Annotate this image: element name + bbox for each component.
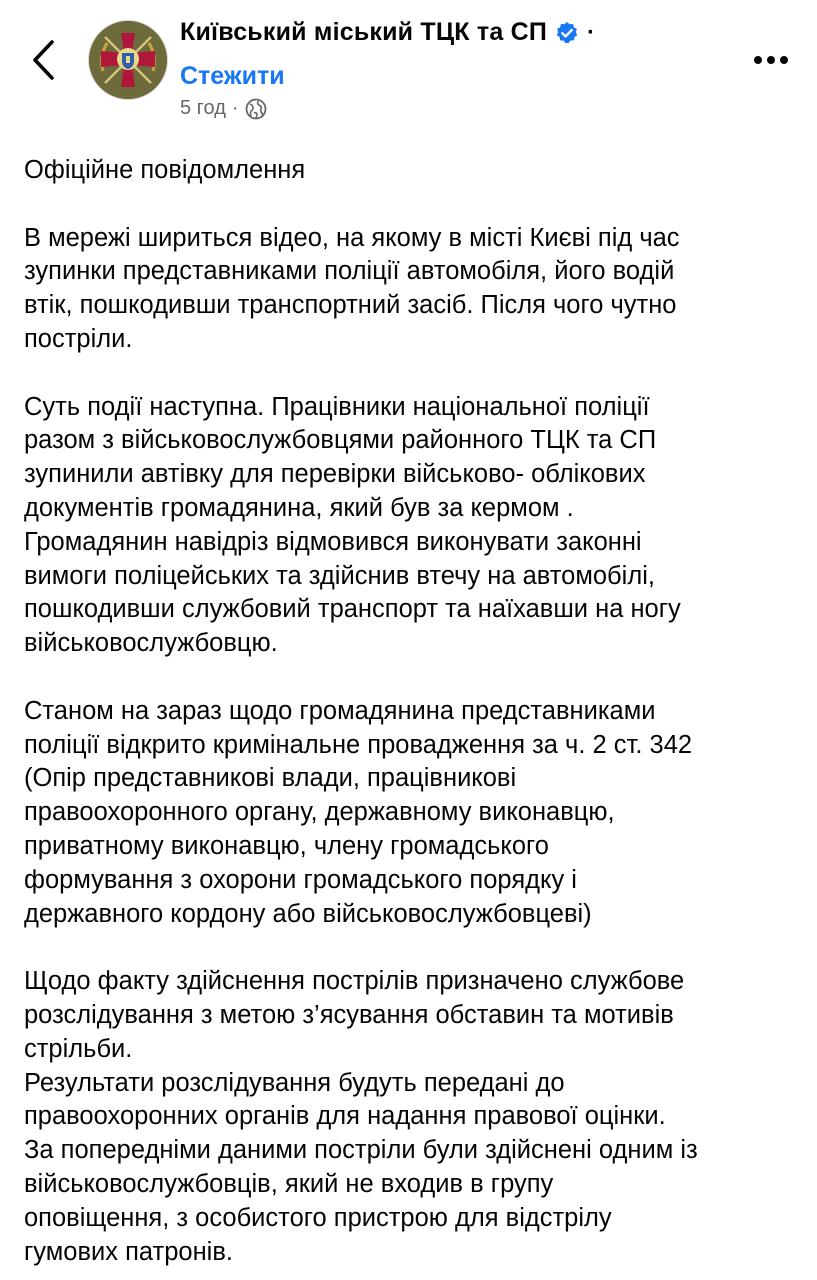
back-button[interactable]: [24, 36, 64, 84]
globe-icon[interactable]: [245, 98, 267, 120]
more-horizontal-icon: [753, 55, 789, 65]
meta-separator: ·: [231, 97, 239, 119]
post-text: [24, 154, 804, 1269]
post-paragraph: В мережі шириться відео, на якому в місті Києві під час зупинки представниками поліції автомобіля, його водій втік, пошкодивши транспортний засіб. Після чого чутно постріли.: [24, 223, 680, 353]
post-meta: [180, 97, 267, 120]
title-separator: ·: [587, 18, 596, 46]
post-paragraph: Щодо факту здійснення пострілів призначено службове розслідування з метою з’ясування обставин та мотивів стрільби. Результати розслідування будуть передані до правоохоронних органів для надання правової оцінки. За попередніми даними постріли були здійснені одним із військовослужбовців, який не входив в групу оповіщення, з особистого пристрою для відстрілу гумових патронів.: [24, 967, 698, 1266]
military-emblem-icon: [89, 21, 167, 99]
follow-button[interactable]: Стежити: [180, 62, 285, 90]
post-paragraph: Станом на зараз щодо громадянина представниками поліції відкрито кримінальне провадження за ч. 2 ст. 342 (Опір представникові влади, працівникові правоохоронного органу, державному виконавцю, приватному виконавцю, члену громадського формування з охорони громадського порядку і державного кордону або військовослужбовцеві): [24, 696, 693, 928]
post-paragraph: Офіційне повідомлення: [24, 156, 306, 184]
verified-badge-icon: [555, 21, 579, 45]
page-title[interactable]: Київський міський ТЦК та СП: [180, 18, 548, 46]
more-options-button[interactable]: [751, 48, 791, 72]
chevron-left-icon: [31, 39, 57, 81]
post-timestamp[interactable]: 5 год: [180, 97, 226, 119]
post-header: [0, 0, 817, 140]
avatar[interactable]: [88, 20, 168, 100]
post-paragraph: Суть події наступна. Працівники національної поліції разом з військовослужбовцями районного ТЦК та СП зупинили автівку для перевірки військово- облікових документів громадянина, який був за кермом . Громадянин навідріз відмовився виконувати законні вимоги поліцейських та здійснив втечу на автомобілі, пошкодивши службовий транспорт та наїхавши на ногу військовослужбовцю.: [24, 392, 681, 658]
